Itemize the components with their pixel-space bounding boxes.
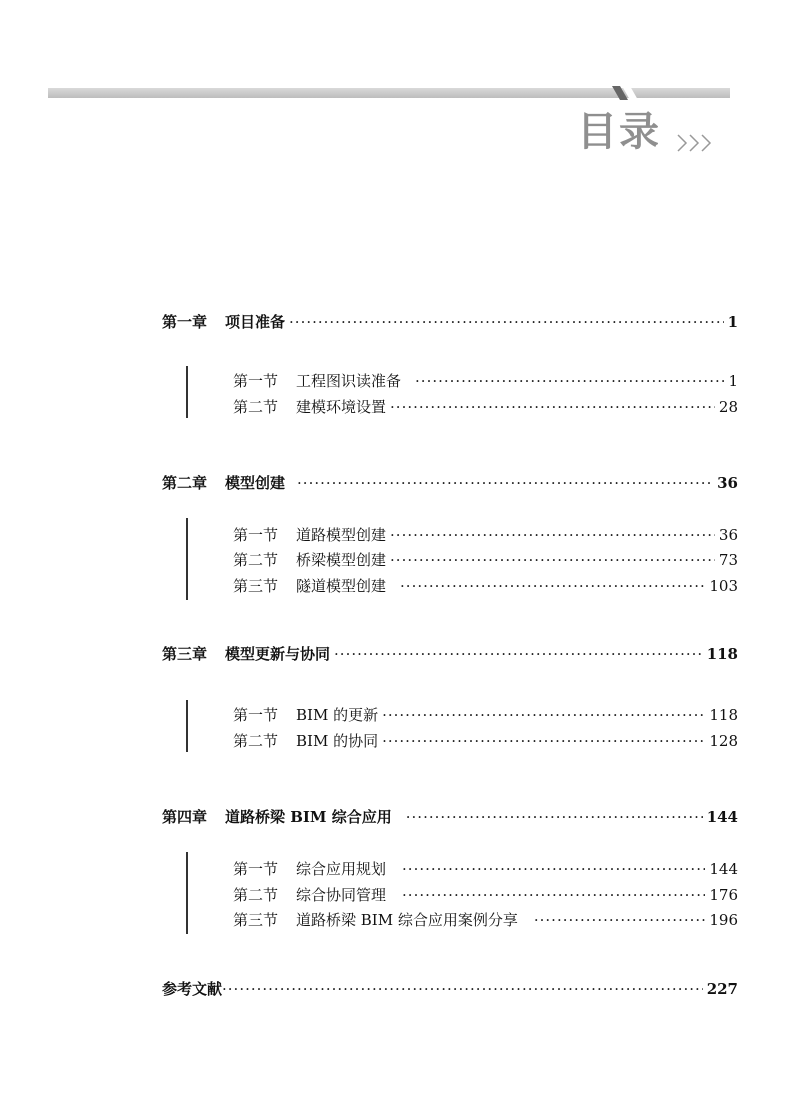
section-number: 第一节 (233, 860, 279, 878)
toc-chapter-1[interactable] (162, 311, 738, 332)
chapter-number: 第一章 (162, 313, 208, 331)
page-number: 128 (709, 732, 738, 750)
dot-leader (297, 474, 713, 492)
section-title: BIM 的更新 (296, 706, 379, 724)
section-group-bar (186, 700, 188, 752)
section-title: 综合应用规划 (296, 860, 387, 878)
section-number: 第一节 (233, 706, 279, 724)
section-group-bar (186, 518, 188, 600)
page-number: 176 (709, 886, 738, 904)
page-number: 144 (706, 808, 738, 826)
dot-leader (382, 706, 705, 724)
chapter-number: 第四章 (162, 808, 208, 826)
page-title: 目录 (577, 109, 661, 155)
toc-section-4-2[interactable] (233, 884, 738, 905)
toc-chapter-4[interactable] (162, 806, 738, 827)
dot-leader (222, 980, 703, 998)
toc-section-2-3[interactable] (233, 575, 738, 596)
page-number: 73 (718, 551, 738, 569)
dot-leader (289, 313, 724, 331)
toc-section-3-2[interactable] (233, 730, 738, 751)
toc-section-2-1[interactable] (233, 524, 738, 545)
chapter-title: 道路桥梁 BIM 综合应用 (225, 808, 392, 826)
section-title: 建模环境设置 (296, 398, 387, 416)
section-number: 第三节 (233, 577, 279, 595)
page-number: 118 (706, 645, 738, 663)
dot-leader (406, 808, 703, 826)
dot-leader (390, 551, 715, 569)
chapter-title: 模型创建 (225, 474, 286, 492)
section-title: 工程图识读准备 (296, 372, 402, 390)
toc-section-1-1[interactable] (233, 370, 738, 391)
page-number: 36 (717, 474, 738, 492)
section-number: 第二节 (233, 398, 279, 416)
section-number: 第一节 (233, 372, 279, 390)
toc-section-4-1[interactable] (233, 858, 738, 879)
header-bar-accent (612, 86, 638, 100)
page-number: 118 (709, 706, 738, 724)
dot-leader (534, 911, 705, 929)
page-number: 196 (709, 911, 738, 929)
page-number: 1 (727, 313, 738, 331)
toc-references[interactable] (162, 978, 738, 999)
chapter-title: 模型更新与协同 (225, 645, 331, 663)
toc-section-4-3[interactable] (233, 909, 738, 930)
dot-leader (400, 577, 705, 595)
section-group-bar (186, 366, 188, 418)
page-number: 1 (728, 372, 738, 390)
section-title: 隧道模型创建 (296, 577, 387, 595)
section-title: 道路桥梁 BIM 综合应用案例分享 (296, 911, 518, 929)
dot-leader (382, 732, 705, 750)
toc-chapter-2[interactable] (162, 472, 738, 493)
section-number: 第二节 (233, 551, 279, 569)
section-number: 第一节 (233, 526, 279, 544)
page-number: 36 (718, 526, 738, 544)
page-number: 144 (709, 860, 738, 878)
page-number: 103 (709, 577, 738, 595)
dot-leader (334, 645, 703, 663)
dot-leader (390, 398, 715, 416)
section-title: BIM 的协同 (296, 732, 379, 750)
chapter-number: 第三章 (162, 645, 208, 663)
section-title: 桥梁模型创建 (296, 551, 387, 569)
toc-section-2-2[interactable] (233, 549, 738, 570)
page-number: 28 (718, 398, 738, 416)
dot-leader (415, 372, 724, 390)
section-title: 道路模型创建 (296, 526, 387, 544)
section-group-bar (186, 852, 188, 934)
chapter-number: 第二章 (162, 474, 208, 492)
section-number: 第二节 (233, 886, 279, 904)
toc-section-3-1[interactable] (233, 704, 738, 725)
chapter-title: 项目准备 (225, 313, 286, 331)
dot-leader (402, 860, 705, 878)
section-number: 第三节 (233, 911, 279, 929)
references-title: 参考文献 (162, 980, 223, 998)
toc-chapter-3[interactable] (162, 643, 738, 664)
section-title: 综合协同管理 (296, 886, 387, 904)
toc-section-1-2[interactable] (233, 396, 738, 417)
chevron-right-icon (676, 132, 716, 154)
dot-leader (402, 886, 705, 904)
dot-leader (390, 526, 715, 544)
section-number: 第二节 (233, 732, 279, 750)
page-number: 227 (706, 980, 738, 998)
